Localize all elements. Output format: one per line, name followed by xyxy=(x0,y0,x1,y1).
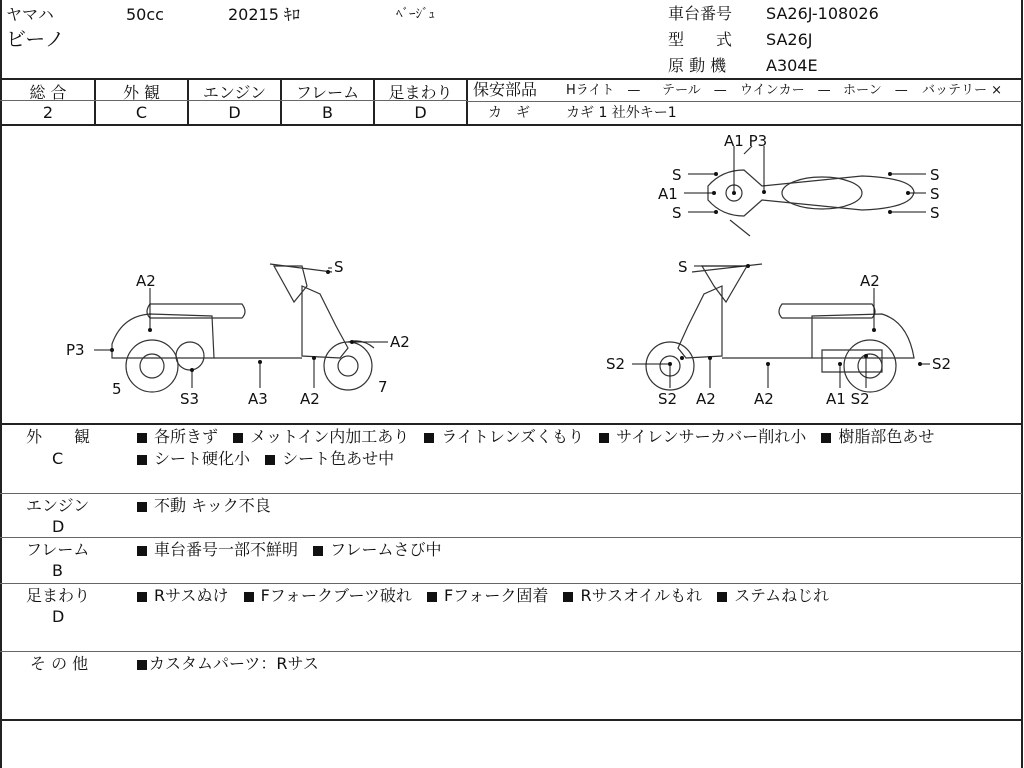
details-top-border xyxy=(0,423,1023,425)
note: ステムねじれ xyxy=(734,586,830,605)
grade-engine-value: D xyxy=(228,103,241,122)
engine-code-value: A304E xyxy=(766,56,818,75)
label-s2: S2 xyxy=(658,390,678,408)
label-a1-p3-top: A1 P3 xyxy=(724,132,768,150)
safety-winker: ウインカー — xyxy=(740,83,831,98)
label-a2: A2 xyxy=(754,390,774,408)
label-s2: S2 xyxy=(932,355,952,373)
frame-label: フレーム xyxy=(26,540,90,559)
engine-label: エンジン xyxy=(26,496,90,515)
suspension-grade: D xyxy=(52,607,65,626)
exterior-grade: C xyxy=(52,449,64,468)
exterior-notes-line1 xyxy=(137,428,944,446)
scooter-top-view xyxy=(708,146,914,236)
note: Rサスオイルもれ xyxy=(580,586,703,605)
note: メットイン内加工あり xyxy=(250,427,410,446)
exterior-label: 外 観 xyxy=(26,427,91,446)
scooter-diagram xyxy=(2,126,1021,424)
safety-parts-label: 保安部品 xyxy=(473,80,538,99)
label-a2: A2 xyxy=(696,390,716,408)
note: Fフォークブーツ破れ xyxy=(260,586,412,605)
label-a1: A1 xyxy=(658,185,678,203)
label-7: 7 xyxy=(378,378,388,396)
engine-notes xyxy=(137,497,281,515)
note: カスタムパーツ：Rサス xyxy=(149,654,319,673)
details-bottom-border xyxy=(0,719,1023,721)
maker: ヤマハ xyxy=(6,5,54,24)
key-value: カギ 1 社外キー1 xyxy=(566,105,677,121)
note: シート硬化小 xyxy=(154,449,251,468)
engine-grade: D xyxy=(52,517,65,536)
frame-right-border xyxy=(1021,0,1023,768)
color: ﾍﾞｰｼﾞｭ xyxy=(396,7,435,22)
grade-exterior-value: C xyxy=(135,103,148,122)
label-s: S xyxy=(930,204,940,222)
displacement: 50cc xyxy=(126,5,164,24)
year-code: 20215 ｷﾛ xyxy=(228,5,300,24)
grade-frame-label: フレーム xyxy=(295,83,360,102)
label-s: S xyxy=(334,258,344,276)
note: シート色あせ中 xyxy=(282,449,395,468)
label-s: S xyxy=(678,258,688,276)
details-divider xyxy=(0,651,1022,652)
grade-overall-value: 2 xyxy=(42,103,54,122)
frame-notes xyxy=(137,541,451,559)
grade-overall-label: 総 合 xyxy=(29,83,67,102)
suspension-label: 足まわり xyxy=(26,586,91,605)
note: 各所きず xyxy=(154,427,219,446)
label-a2: A2 xyxy=(860,272,880,290)
frame-grade: B xyxy=(52,561,63,580)
label-a2: A2 xyxy=(390,333,410,351)
grade-suspension-value: D xyxy=(414,103,427,122)
note: Rサスぬけ xyxy=(154,586,229,605)
engine-code-label: 原 動 機 xyxy=(668,56,727,75)
safety-battery: バッテリー × xyxy=(922,83,1003,98)
label-a3: A3 xyxy=(248,390,268,408)
grade-frame-value: B xyxy=(322,103,333,122)
label-s: S xyxy=(672,204,682,222)
damage-marker-dots xyxy=(110,172,922,372)
model-name: ビーノ xyxy=(6,27,65,51)
label-a2: A2 xyxy=(136,272,156,290)
model-type-value: SA26J xyxy=(766,30,813,49)
key-label: カ ギ xyxy=(488,105,530,121)
label-s3: S3 xyxy=(180,390,200,408)
frame-number-value: SA26J-108026 xyxy=(766,4,879,23)
safety-row-divider xyxy=(467,101,1022,102)
label-a1-s2: A1 S2 xyxy=(826,390,870,408)
note: 車台番号一部不鮮明 xyxy=(154,540,299,559)
grade-suspension-label: 足まわり xyxy=(388,83,453,102)
label-5: 5 xyxy=(112,380,122,398)
other-label: そ の 他 xyxy=(30,654,89,673)
label-s: S xyxy=(672,166,682,184)
note: ライトレンズくもり xyxy=(441,427,585,446)
exterior-notes-line2 xyxy=(137,450,404,468)
safety-taillight: テール — xyxy=(662,83,727,98)
details-divider xyxy=(0,537,1022,538)
label-p3: P3 xyxy=(66,341,85,359)
frame-number-label: 車台番号 xyxy=(668,4,733,23)
grade-engine-label: エンジン xyxy=(202,83,267,102)
other-notes xyxy=(137,655,319,673)
model-type-label: 型 式 xyxy=(668,30,733,49)
label-s: S xyxy=(930,185,940,203)
note: 不動 キック不良 xyxy=(154,496,271,515)
label-a2: A2 xyxy=(300,390,320,408)
details-divider xyxy=(0,583,1022,584)
note: 樹脂部色あせ xyxy=(838,427,935,446)
label-s2: S2 xyxy=(606,355,626,373)
suspension-notes xyxy=(137,587,839,605)
safety-headlight: Hライト — xyxy=(566,83,641,98)
safety-horn: ホーン — xyxy=(843,83,908,98)
note: サイレンサーカバー削れ小 xyxy=(616,427,807,446)
grade-exterior-label: 外 観 xyxy=(122,83,161,102)
details-divider xyxy=(0,493,1022,494)
note: フレームさび中 xyxy=(330,540,442,559)
label-s: S xyxy=(930,166,940,184)
note: Fフォーク固着 xyxy=(443,586,549,605)
